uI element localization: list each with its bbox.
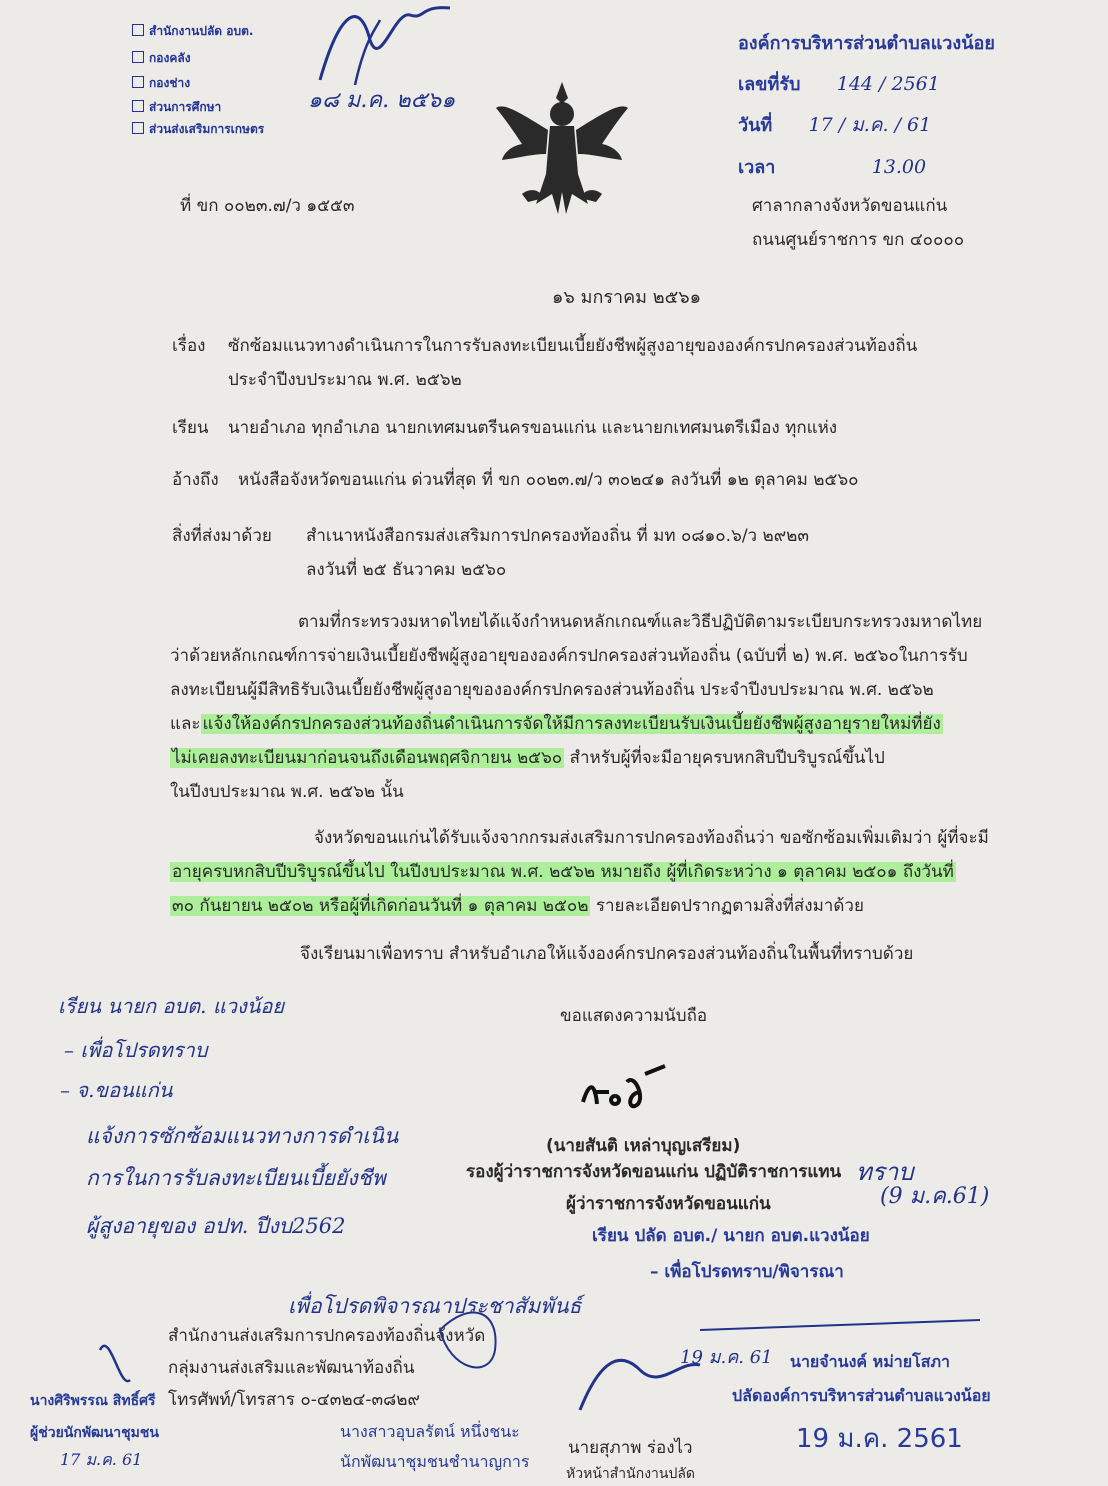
garuda-emblem-icon (492, 74, 632, 224)
bottom-mid-name: นางสาวอุบลรัตน์ หนึ่งชนะ (340, 1422, 520, 1441)
receipt-org: องค์การบริหารส่วนตำบลแวงน้อย (738, 33, 995, 54)
para1-line-4 (170, 710, 1030, 737)
forward-stamp-line-2: – เพื่อโปรดทราบ/พิจารณา (650, 1262, 844, 1282)
signature-image (575, 1062, 685, 1122)
para2-line-2 (170, 858, 1030, 885)
signatory-position-2: ผู้ว่าราชการจังหวัดขอนแก่น (566, 1194, 771, 1214)
highlighted-text: แจ้งให้องค์กรปกครองส่วนท้องถิ่นดำเนินการจัดให้มีการลงทะเบียนรับเงินเบี้ยยังชีพผู้สูงอายุรายใหม่ที่ยัง (202, 714, 941, 734)
handwritten-acknowledge-date: (9 ม.ค.61) (880, 1184, 990, 1209)
para1-line-5b: สำหรับผู้ที่จะมีอายุครบหกสิบปีบริบูรณ์ขึ้นไป (564, 748, 885, 768)
bottom-left-stamp-date: 17 ม.ค. 61 (60, 1450, 143, 1469)
routing-item: กองคลัง (132, 49, 191, 68)
handwritten-note-2: – เพื่อโปรดทราบ (64, 1038, 208, 1062)
attachment-line-1: สำเนาหนังสือกรมส่งเสริมการปกครองท้องถิ่น ที่ มท ๐๘๑๐.๖/ว ๒๙๒๓ (306, 526, 809, 546)
receipt-number-row (738, 69, 1038, 98)
handwritten-note-6: ผู้สูงอายุของ อปท. ปีงบ2562 (86, 1214, 346, 1238)
subject-line-2: ประจำปีงบประมาณ พ.ศ. ๒๕๖๒ (228, 370, 462, 390)
footer-phone: โทรศัพท์/โทรสาร ๐-๔๓๒๔-๓๘๒๙ (168, 1390, 420, 1410)
receipt-stamp (738, 28, 1038, 181)
attachment-line-2: ลงวันที่ ๒๕ ธันวาคม ๒๕๖๐ (306, 560, 507, 580)
routing-item: ส่วนการศึกษา (132, 98, 221, 117)
pen-strokes (0, 1260, 1108, 1477)
office-address-2: ถนนศูนย์ราชการ ขก ๔๐๐๐๐ (752, 230, 965, 250)
forward-stamp-line-1: เรียน ปลัด อบต./ นายก อบต.แวงน้อย (592, 1226, 870, 1246)
doc-date: ๑๖ มกราคม ๒๕๖๑ (552, 287, 702, 308)
to-label: เรียน (172, 418, 209, 438)
handwritten-note-3: – จ.ขอนแก่น (60, 1078, 173, 1102)
para2-line-1: จังหวัดขอนแก่นได้รับแจ้งจากกรมส่งเสริมการปกครองท้องถิ่นว่า ขอซักซ้อมเพิ่มเติมว่า ผู้ที่จะมี (314, 828, 989, 848)
handwritten-mid-note: เพื่อโปรดพิจารณาประชาสัมพันธ์ (288, 1294, 582, 1318)
footer-division: กลุ่มงานส่งเสริมและพัฒนาท้องถิ่น (168, 1358, 415, 1378)
para1-line-3: ลงทะเบียนผู้มีสิทธิรับเงินเบี้ยยังชีพผู้สูงอายุขององค์กรปกครองส่วนท้องถิ่น ประจำปีงบประมาณ พ.ศ. ๒๕๖๒ (170, 680, 934, 700)
bottom-left-stamp-name: นางศิริพรรณ สิทธิ์ศรี (30, 1393, 156, 1409)
routing-signature (300, 0, 460, 90)
highlighted-text: อายุครบหกสิบปีบริบูรณ์ขึ้นไป ในปีงบประมาณ พ.ศ. ๒๕๖๒ หมายถึง ผู้ที่เกิดระหว่าง ๑ ตุลาคม ๒๕๐๑ ถึงวันที่ (172, 862, 954, 882)
reference-text: หนังสือจังหวัดขอนแก่น ด่วนที่สุด ที่ ขก ๐๐๒๓.๗/ว ๓๐๒๔๑ ลงวันที่ ๑๒ ตุลาคม ๒๕๖๐ (238, 470, 859, 490)
highlighted-text: ๓๐ กันยายน ๒๕๐๒ หรือผู้ที่เกิดก่อนวันที่ ๑ ตุลาคม ๒๕๐๒ (172, 896, 589, 916)
checkbox-icon (132, 122, 144, 134)
receipt-number-value: 144 / 2561 (836, 73, 940, 95)
bottom-left-stamp-position: ผู้ช่วยนักพัฒนาชุมชน (30, 1425, 159, 1441)
bottom-mid2-position: หัวหน้าสำนักงานปลัด (566, 1466, 696, 1482)
subject-label: เรื่อง (172, 336, 206, 356)
checkbox-icon (132, 100, 144, 112)
receipt-time-label: เวลา (738, 157, 776, 178)
para2-line-3 (170, 892, 1030, 919)
signatory-name: (นายสันติ เหล่าบุญเสรียม) (546, 1136, 741, 1156)
signatory-position-1: รองผู้ว่าราชการจังหวัดขอนแก่น ปฏิบัติราชการแทน (466, 1162, 842, 1182)
receipt-date-label: วันที่ (738, 115, 773, 136)
checkbox-icon (132, 76, 144, 88)
receipt-number-label: เลขที่รับ (738, 74, 801, 95)
para1-line-1: ตามที่กระทรวงมหาดไทยได้แจ้งกำหนดหลักเกณฑ์และวิธีปฏิบัติตามระเบียบกระทรวงมหาดไทย (298, 612, 983, 632)
doc-number: ที่ ขก ๐๐๒๓.๗/ว ๑๕๕๓ (180, 196, 355, 216)
routing-item: กองช่าง (132, 74, 190, 93)
subject-line-1: ซักซ้อมแนวทางดำเนินการในการรับลงทะเบียนเบี้ยยังชีพผู้สูงอายุขององค์กรปกครองส่วนท้องถิ่น (228, 336, 918, 356)
footer-office: สำนักงานส่งเสริมการปกครองท้องถิ่นจังหวัด (168, 1326, 486, 1346)
bottom-right-position: ปลัดองค์การบริหารส่วนตำบลแวงน้อย (732, 1386, 991, 1405)
para1-line-2: ว่าด้วยหลักเกณฑ์การจ่ายเงินเบี้ยยังชีพผู้สูงอายุขององค์กรปกครองส่วนท้องถิ่น (ฉบับที่ ๒) พ.ศ. ๒๕๖๐ในการรับ (170, 646, 968, 666)
bottom-right-hand-date: 19 ม.ค. 61 (680, 1347, 773, 1368)
para1-line-5 (170, 744, 1030, 771)
routing-item: สำนักงานปลัด อบต. (132, 22, 253, 41)
receipt-time-value: 13.00 (871, 156, 927, 178)
receipt-time-row (738, 152, 1038, 181)
office-address-1: ศาลากลางจังหวัดขอนแก่น (752, 196, 948, 216)
bottom-mid-position: นักพัฒนาชุมชนชำนาญการ (340, 1452, 530, 1471)
bottom-mid2-name: นายสุภาพ ร่องไว (568, 1438, 693, 1458)
closing: ขอแสดงความนับถือ (560, 1006, 708, 1026)
to-text: นายอำเภอ ทุกอำเภอ นายกเทศมนตรีนครขอนแก่น และนายกเทศมนตรีเมือง ทุกแห่ง (228, 418, 838, 438)
para2-line-3b: รายละเอียดปรากฏตามสิ่งที่ส่งมาด้วย (590, 896, 864, 916)
checkbox-icon (132, 51, 144, 63)
handwritten-acknowledge: ทราบ (856, 1158, 914, 1186)
handwritten-note-4: แจ้งการซักซ้อมแนวทางการดำเนิน (86, 1124, 399, 1148)
attachment-label: สิ่งที่ส่งมาด้วย (172, 526, 272, 546)
handwritten-note-5: การในการรับลงทะเบียนเบี้ยยังชีพ (86, 1166, 386, 1190)
para3: จึงเรียนมาเพื่อทราบ สำหรับอำเภอให้แจ้งองค์กรปกครองส่วนท้องถิ่นในพื้นที่ทราบด้วย (300, 944, 914, 964)
highlighted-text: ไม่เคยลงทะเบียนมาก่อนจนถึงเดือนพฤศจิกายน ๒๕๖๐ (172, 748, 563, 768)
reference-label: อ้างถึง (172, 470, 219, 490)
routing-item: ส่วนส่งเสริมการเกษตร (132, 120, 264, 139)
bottom-right-date-stamp: 19 ม.ค. 2561 (796, 1424, 963, 1454)
routing-box (120, 6, 280, 136)
receipt-date-value: 17 / ม.ค. / 61 (808, 114, 932, 136)
receipt-date-row (738, 110, 1038, 140)
handwritten-note-1: เรียน นายก อบต. แวงน้อย (58, 994, 285, 1018)
para1-line-6: ในปีงบประมาณ พ.ศ. ๒๕๖๒ นั้น (170, 782, 404, 802)
checkbox-icon (132, 24, 144, 36)
routing-date: ๑๘ ม.ค. ๒๕๖๑ (308, 88, 456, 113)
bottom-right-name: นายจำนงค์ หม่ายโสภา (790, 1352, 951, 1371)
para1-line-4a: และ (170, 714, 201, 734)
